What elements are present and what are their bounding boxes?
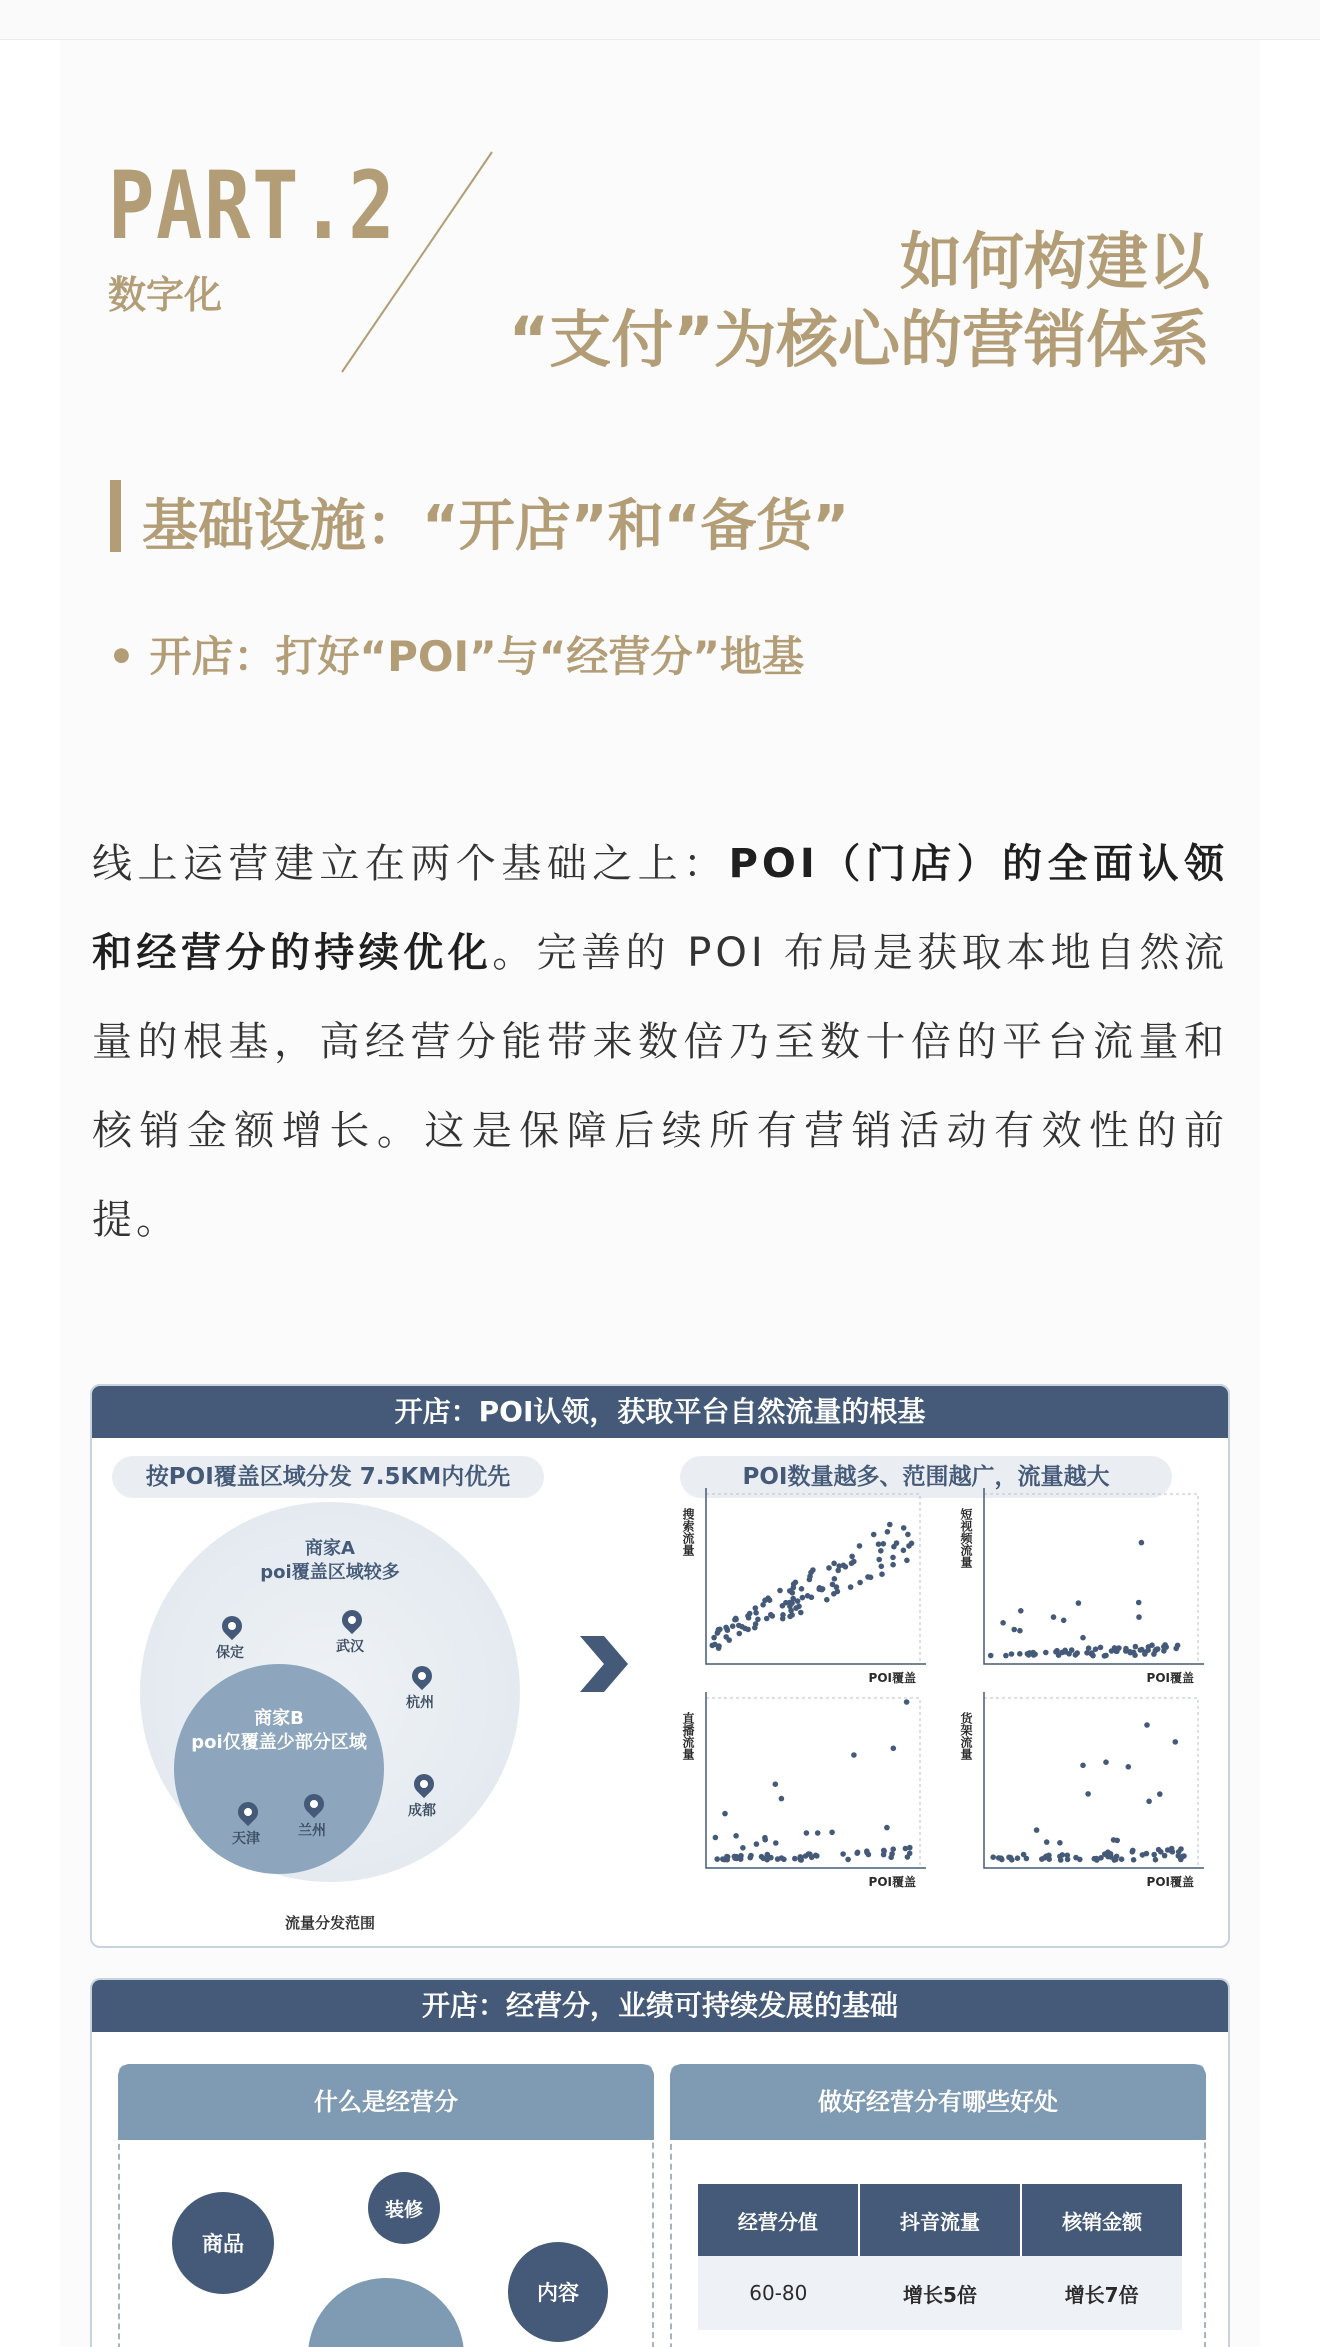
scatter-point — [768, 1612, 774, 1618]
scatter-point — [884, 1825, 890, 1831]
poi-left-pill: 按POI覆盖区域分发 7.5KM内优先 — [112, 1456, 544, 1498]
scatter-point — [1009, 1651, 1015, 1657]
score-benefits-table — [698, 2184, 1182, 2330]
table-cell: 增长5倍 — [859, 2256, 1022, 2330]
scatter-point — [711, 1635, 717, 1641]
scatter-point — [905, 1854, 911, 1860]
scatter-point — [753, 1621, 759, 1627]
scatter-point — [848, 1584, 854, 1590]
page-title-line2: “支付”为核心的营销体系 — [508, 303, 1210, 376]
scatter-point — [1146, 1799, 1152, 1805]
scatter-point — [780, 1612, 786, 1618]
scatter-point — [1085, 1791, 1091, 1797]
merchant-b-coverage — [174, 1664, 384, 1874]
scatter-point — [764, 1857, 770, 1863]
scatter-point — [890, 1562, 896, 1568]
scatter-point — [840, 1851, 846, 1857]
scatter-point — [740, 1845, 746, 1851]
chevron-right-icon — [578, 1634, 630, 1694]
scatter-point — [901, 1525, 907, 1531]
merchant-a-label: 商家A — [305, 1538, 355, 1559]
scatter-point — [1077, 1857, 1083, 1863]
scatter-point — [787, 1604, 793, 1610]
distribution-range-label: 流量分发范围 — [284, 1914, 375, 1932]
scatter-point — [849, 1561, 855, 1567]
scatter-point — [819, 1587, 825, 1593]
scatter-point — [1112, 1857, 1118, 1863]
scatter-point — [1080, 1763, 1086, 1769]
scatter-point — [732, 1855, 738, 1861]
scatter-live-traffic — [680, 1682, 940, 1892]
body-emphasis: POI（门店）的全面认领和经营分的持续优化 — [92, 841, 1229, 976]
scatter-point — [777, 1588, 783, 1594]
chart-ylabel: 直播流量 — [681, 1712, 695, 1760]
scatter-point — [1158, 1849, 1164, 1855]
scatter-point — [829, 1830, 835, 1836]
poi-right-pill: POI数量越多、范围越广，流量越大 — [680, 1456, 1172, 1498]
chart-xlabel: POI覆盖 — [868, 1875, 916, 1889]
scatter-point — [722, 1811, 728, 1817]
scatter-point — [746, 1615, 752, 1621]
bubble-goods: 商品 — [172, 2192, 274, 2294]
scatter-point — [790, 1596, 796, 1602]
scatter-shelf-traffic — [958, 1682, 1218, 1892]
scatter-point — [1057, 1840, 1063, 1846]
scatter-point — [831, 1561, 837, 1567]
scatter-point — [830, 1582, 836, 1588]
table-header-cell: 经营分值 — [698, 2184, 859, 2256]
scatter-point — [1030, 1650, 1036, 1656]
table-cell: 增长7倍 — [1021, 2256, 1182, 2330]
scatter-point — [798, 1857, 804, 1863]
scatter-point — [713, 1835, 719, 1841]
scatter-point — [885, 1529, 891, 1535]
scatter-point — [716, 1643, 722, 1649]
scatter-point — [745, 1627, 751, 1633]
scatter-point — [1043, 1650, 1049, 1656]
city-label: 天津 — [232, 1831, 260, 1847]
scatter-point — [725, 1854, 731, 1860]
city-label: 杭州 — [406, 1695, 434, 1711]
bubble-decoration: 装修 — [368, 2172, 440, 2244]
scatter-point — [1066, 1651, 1072, 1657]
scatter-search-traffic — [680, 1478, 940, 1688]
scatter-point — [1098, 1645, 1104, 1651]
scatter-point — [857, 1580, 863, 1586]
scatter-point — [799, 1586, 805, 1592]
city-label: 保定 — [216, 1645, 244, 1661]
scatter-point — [865, 1574, 871, 1580]
body-lead: 线上运营建立在两个基础之上： — [92, 841, 729, 887]
scatter-point — [805, 1593, 811, 1599]
scatter-point — [849, 1554, 855, 1560]
city-label: 成都 — [408, 1803, 436, 1819]
part-subtitle: 数字化 — [108, 273, 223, 317]
scatter-point — [988, 1653, 994, 1659]
scatter-point — [773, 1781, 779, 1787]
scatter-point — [790, 1590, 796, 1596]
scatter-point — [773, 1840, 779, 1846]
table-row — [698, 2256, 1182, 2330]
scatter-point — [1163, 1644, 1169, 1650]
city-label: 武汉 — [336, 1639, 364, 1655]
bubble-content: 内容 — [508, 2242, 608, 2342]
scatter-point — [815, 1830, 821, 1836]
scatter-point — [1157, 1791, 1163, 1797]
scatter-point — [1076, 1600, 1082, 1606]
body-rest: 。完善的 POI 布局是获取本地自然流量的根基，高经营分能带来数倍乃至数十倍的平台流量和核销金额增长。这是保障后续所有营销活动有效性的前提。 — [92, 930, 1228, 1243]
scatter-point — [762, 1837, 768, 1843]
scatter-point — [1119, 1856, 1125, 1862]
scatter-point — [889, 1851, 895, 1857]
scatter-point — [737, 1631, 743, 1637]
scatter-point — [736, 1623, 742, 1629]
what-is-score-card — [118, 2064, 654, 2347]
scatter-point — [890, 1846, 896, 1852]
poi-infographic — [90, 1384, 1230, 1948]
scatter-point — [876, 1541, 882, 1547]
scatter-point — [851, 1752, 857, 1758]
scatter-point — [901, 1548, 907, 1554]
chart-ylabel: 搜索流量 — [681, 1508, 695, 1556]
scatter-point — [780, 1603, 786, 1609]
scatter-point — [764, 1616, 770, 1622]
scatter-point — [878, 1548, 884, 1554]
scatter-point — [835, 1589, 841, 1595]
scatter-point — [1003, 1653, 1009, 1659]
scatter-point — [1130, 1849, 1136, 1855]
scatter-point — [1153, 1857, 1159, 1863]
scatter-point — [765, 1852, 771, 1858]
chart-ylabel: 货架流量 — [959, 1712, 973, 1760]
scatter-point — [824, 1597, 830, 1603]
scatter-point — [1136, 1600, 1142, 1606]
scatter-point — [1024, 1856, 1030, 1862]
chart-frame — [984, 1698, 1198, 1868]
scatter-point — [879, 1571, 885, 1577]
scatter-point — [891, 1746, 897, 1752]
scatter-point — [781, 1857, 787, 1863]
body-paragraph — [92, 820, 1228, 1265]
scatter-point — [1155, 1646, 1161, 1652]
scatter-point — [1178, 1846, 1184, 1852]
scatter-point — [857, 1543, 863, 1549]
scatter-point — [1142, 1651, 1148, 1657]
scatter-point — [798, 1610, 804, 1616]
scatter-point — [1149, 1642, 1155, 1648]
scatter-point — [760, 1602, 766, 1608]
scatter-point — [1131, 1857, 1137, 1863]
scatter-point — [1151, 1651, 1157, 1657]
merchant-b-label: 商家B — [254, 1708, 304, 1729]
table-header-cell: 核销金额 — [1021, 2184, 1182, 2256]
scatter-point — [753, 1610, 759, 1616]
scatter-point — [1098, 1855, 1104, 1861]
scatter-point — [1090, 1653, 1096, 1659]
scatter-point — [890, 1555, 896, 1561]
table-header-row — [698, 2184, 1182, 2256]
chart-frame — [706, 1494, 920, 1664]
table-header-cell: 抖音流量 — [859, 2184, 1022, 2256]
scatter-point — [845, 1857, 851, 1863]
scatter-point — [726, 1637, 732, 1643]
scatter-point — [1018, 1608, 1024, 1614]
scatter-point — [796, 1604, 802, 1610]
scatter-point — [1053, 1649, 1059, 1655]
chart-xlabel: POI覆盖 — [868, 1671, 916, 1685]
scatter-point — [1015, 1855, 1021, 1861]
scatter-point — [1051, 1614, 1057, 1620]
scatter-point — [1123, 1646, 1129, 1652]
scatter-point — [1131, 1650, 1137, 1656]
chart-xlabel: POI覆盖 — [1146, 1875, 1194, 1889]
chart-axis — [984, 1488, 1204, 1664]
scatter-point — [1103, 1759, 1109, 1765]
scatter-point — [748, 1853, 754, 1859]
section-title: 基础设施：“开店”和“备货” — [142, 494, 850, 559]
scatter-point — [814, 1853, 820, 1859]
page-title-line1: 如何构建以 — [899, 225, 1210, 298]
scatter-point — [1173, 1739, 1179, 1745]
score-benefits-title: 做好经营分有哪些好处 — [670, 2064, 1206, 2140]
scatter-point — [733, 1833, 739, 1839]
scatter-point — [855, 1850, 861, 1856]
scatter-point — [793, 1580, 799, 1586]
scatter-point — [826, 1565, 832, 1571]
section-bullet: • 开店：打好“POI”与“经营分”地基 — [108, 632, 804, 681]
scatter-point — [765, 1595, 771, 1601]
chart-axis — [706, 1488, 926, 1664]
scatter-point — [832, 1576, 838, 1582]
chart-ylabel: 短视频流量 — [959, 1508, 973, 1568]
scatter-point — [732, 1617, 738, 1623]
score-infographic-title: 开店：经营分，业绩可持续发展的基础 — [92, 1980, 1228, 2032]
scatter-point — [1044, 1839, 1050, 1845]
merchant-a-desc: poi覆盖区域较多 — [260, 1562, 400, 1583]
scatter-point — [1138, 1647, 1144, 1653]
scatter-point — [905, 1532, 911, 1538]
scatter-point — [904, 1699, 910, 1705]
scatter-point — [1151, 1852, 1157, 1858]
scatter-point — [779, 1796, 785, 1802]
scatter-point — [881, 1848, 887, 1854]
scatter-point — [1133, 1644, 1139, 1650]
scatter-point — [1140, 1852, 1146, 1858]
scatter-point — [1073, 1652, 1079, 1658]
header-divider-line — [330, 150, 500, 375]
scatter-point — [1011, 1627, 1017, 1633]
scatter-point — [808, 1570, 814, 1576]
top-bar — [0, 0, 1320, 40]
scatter-point — [1103, 1653, 1109, 1659]
chart-axis — [984, 1692, 1204, 1868]
score-core-circle — [308, 2278, 464, 2347]
part-label: PART.2 — [108, 152, 397, 261]
scatter-point — [881, 1541, 887, 1547]
scatter-point — [1144, 1722, 1150, 1728]
scatter-point — [904, 1558, 910, 1564]
scatter-point — [800, 1595, 806, 1601]
scatter-point — [714, 1856, 720, 1862]
scatter-point — [876, 1557, 882, 1563]
scatter-point — [887, 1522, 893, 1528]
scatter-point — [1042, 1855, 1048, 1861]
chart-frame — [706, 1698, 920, 1868]
scatter-point — [1057, 1854, 1063, 1860]
poi-infographic-title: 开店：POI认领，获取平台自然流量的根基 — [92, 1386, 1228, 1438]
scatter-point — [906, 1543, 912, 1549]
scatter-point — [1180, 1854, 1186, 1860]
scatter-point — [1017, 1651, 1023, 1657]
score-infographic — [90, 1978, 1230, 2347]
scatter-point — [804, 1830, 810, 1836]
chart-frame — [984, 1494, 1198, 1664]
scatter-point — [1173, 1646, 1179, 1652]
table-cell: 60-80 — [698, 2256, 859, 2330]
scatter-point — [1114, 1649, 1120, 1655]
scatter-point — [720, 1856, 726, 1862]
scatter-point — [1136, 1614, 1142, 1620]
scatter-point — [891, 1544, 897, 1550]
scatter-point — [787, 1614, 793, 1620]
scatter-point — [990, 1854, 996, 1860]
scatter-point — [710, 1643, 716, 1649]
scatter-point — [1126, 1764, 1132, 1770]
scatter-point — [866, 1852, 872, 1858]
scatter-point — [1114, 1838, 1120, 1844]
scatter-point — [807, 1851, 813, 1857]
scatter-point — [879, 1564, 885, 1570]
scatter-point — [1017, 1628, 1023, 1634]
what-is-score-title: 什么是经营分 — [118, 2064, 654, 2140]
scatter-point — [753, 1605, 759, 1611]
scatter-point — [1061, 1618, 1067, 1624]
scatter-point — [907, 1845, 913, 1851]
scatter-point — [1000, 1620, 1006, 1626]
scatter-point — [1065, 1857, 1071, 1863]
scatter-point — [998, 1855, 1004, 1861]
scatter-point — [754, 1841, 760, 1847]
scatter-point — [1170, 1849, 1176, 1855]
scatter-point — [759, 1854, 765, 1860]
scatter-point — [1034, 1827, 1040, 1833]
section-accent-bar — [110, 480, 121, 552]
merchant-b-desc: poi仅覆盖少部分区域 — [191, 1732, 367, 1753]
city-label: 兰州 — [298, 1823, 326, 1839]
scatter-point — [1139, 1540, 1145, 1546]
scatter-point — [715, 1630, 721, 1636]
scatter-point — [792, 1856, 798, 1862]
scatter-point — [1093, 1646, 1099, 1652]
chart-axis — [706, 1692, 926, 1868]
scatter-short-video-traffic — [958, 1478, 1218, 1688]
score-benefits-card — [670, 2064, 1206, 2347]
scatter-point — [1008, 1855, 1014, 1861]
scatter-point — [1080, 1635, 1086, 1641]
scatter-point — [843, 1564, 849, 1570]
scatter-point — [725, 1627, 731, 1633]
scatter-point — [730, 1623, 736, 1629]
chart-xlabel: POI覆盖 — [1146, 1671, 1194, 1685]
scatter-point — [871, 1532, 877, 1538]
